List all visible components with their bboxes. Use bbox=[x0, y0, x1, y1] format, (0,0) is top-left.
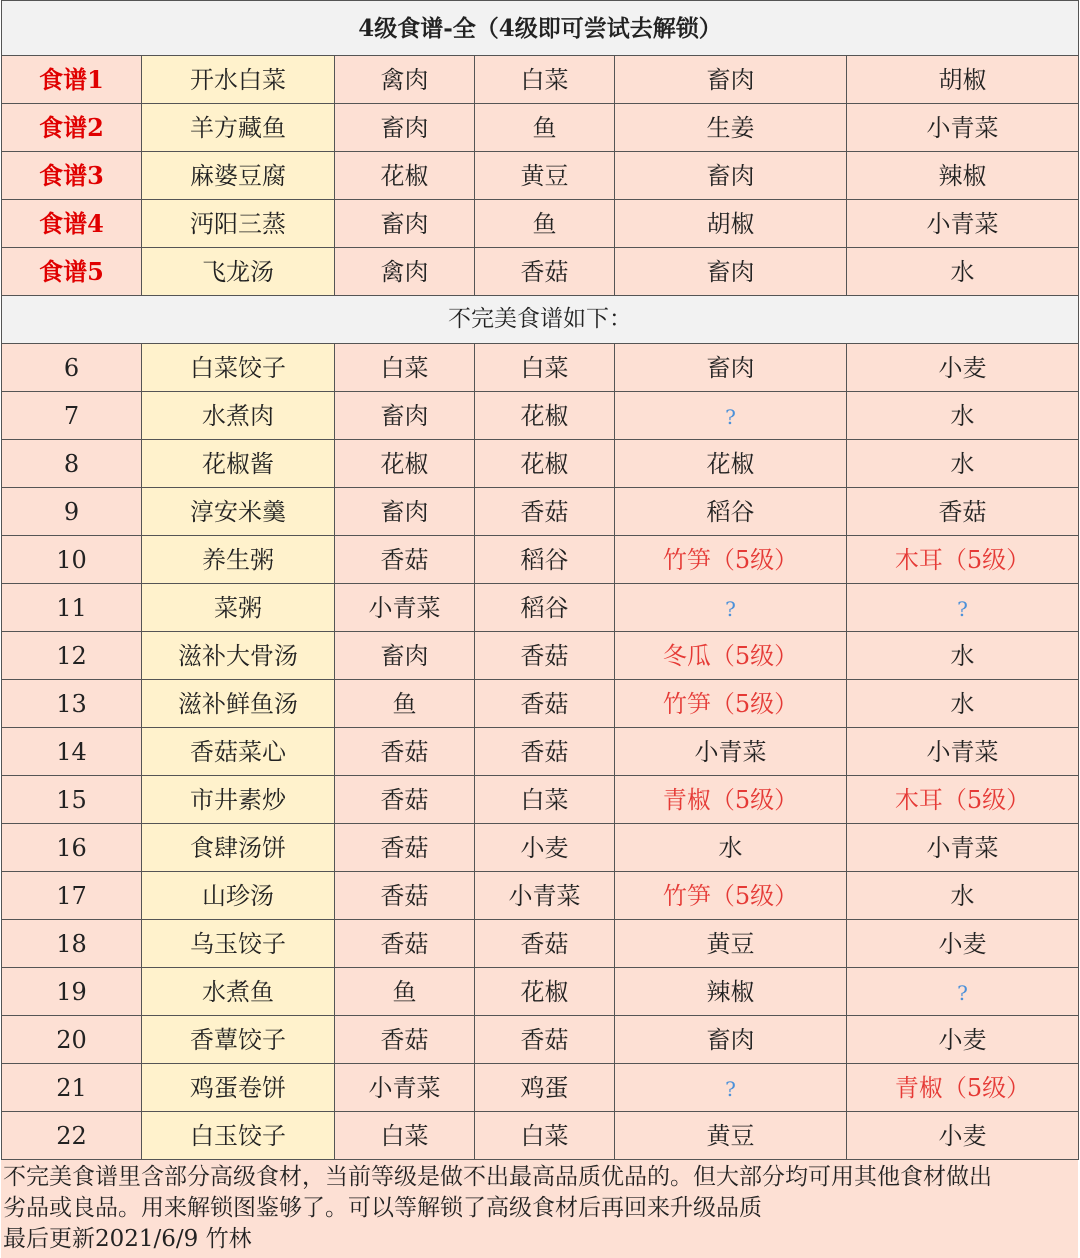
ingredient-cell bbox=[335, 776, 475, 824]
recipe-number: 6 bbox=[2, 344, 142, 392]
recipe-table-body bbox=[2, 1, 1079, 1160]
recipe-name: 飞龙汤 bbox=[142, 248, 335, 296]
ingredient-cell bbox=[335, 104, 475, 152]
ingredient: 花椒 bbox=[380, 449, 429, 478]
recipe-row bbox=[2, 536, 1079, 584]
unknown-ingredient: ? bbox=[957, 596, 968, 621]
ingredient-cell bbox=[335, 920, 475, 968]
recipe-name: 香菇菜心 bbox=[142, 728, 335, 776]
advanced-ingredient: 冬瓜（5级） bbox=[662, 641, 799, 670]
ingredient-cell bbox=[475, 56, 615, 104]
recipe-name: 食肆汤饼 bbox=[142, 824, 335, 872]
ingredient-cell bbox=[847, 776, 1079, 824]
ingredient: 香菇 bbox=[520, 929, 569, 958]
ingredient: 香菇 bbox=[520, 497, 569, 526]
ingredient-cell bbox=[615, 536, 847, 584]
ingredient: 胡椒 bbox=[706, 209, 755, 238]
ingredient: 水 bbox=[718, 833, 743, 862]
ingredient-cell bbox=[335, 440, 475, 488]
ingredient: 禽肉 bbox=[380, 65, 429, 94]
ingredient-cell bbox=[475, 200, 615, 248]
ingredient-cell bbox=[847, 1016, 1079, 1064]
ingredient-cell bbox=[847, 248, 1079, 296]
ingredient-cell bbox=[475, 488, 615, 536]
ingredient-cell bbox=[847, 584, 1079, 632]
ingredient-cell bbox=[335, 536, 475, 584]
recipe-number: 9 bbox=[2, 488, 142, 536]
ingredient-cell bbox=[335, 248, 475, 296]
ingredient: 香菇 bbox=[520, 641, 569, 670]
ingredient-cell bbox=[475, 920, 615, 968]
ingredient-cell bbox=[847, 152, 1079, 200]
recipe-row bbox=[2, 1064, 1079, 1112]
ingredient-cell bbox=[615, 1016, 847, 1064]
ingredient: 小青菜 bbox=[926, 737, 999, 766]
imperfect-header: 不完美食谱如下： bbox=[2, 296, 1079, 344]
ingredient: 黄豆 bbox=[520, 161, 569, 190]
ingredient: 白菜 bbox=[380, 1121, 429, 1150]
ingredient-cell bbox=[615, 56, 847, 104]
ingredient-cell bbox=[335, 872, 475, 920]
ingredient: 畜肉 bbox=[380, 497, 429, 526]
recipe-number: 11 bbox=[2, 584, 142, 632]
recipe-name: 香蕈饺子 bbox=[142, 1016, 335, 1064]
recipe-row bbox=[2, 632, 1079, 680]
ingredient: 白菜 bbox=[520, 1121, 569, 1150]
recipe-name: 鸡蛋卷饼 bbox=[142, 1064, 335, 1112]
recipe-row bbox=[2, 248, 1079, 296]
ingredient: 禽肉 bbox=[380, 257, 429, 286]
ingredient-cell bbox=[847, 1112, 1079, 1160]
ingredient: 水 bbox=[950, 641, 975, 670]
ingredient: 稻谷 bbox=[520, 593, 569, 622]
recipe-name: 花椒酱 bbox=[142, 440, 335, 488]
ingredient-cell bbox=[335, 824, 475, 872]
notes bbox=[3, 1162, 1077, 1255]
recipe-row bbox=[2, 584, 1079, 632]
ingredient-cell bbox=[615, 632, 847, 680]
ingredient: 黄豆 bbox=[706, 929, 755, 958]
advanced-ingredient: 竹笋（5级） bbox=[662, 545, 799, 574]
ingredient: 小青菜 bbox=[926, 833, 999, 862]
ingredient: 畜肉 bbox=[380, 401, 429, 430]
ingredient-cell bbox=[475, 584, 615, 632]
ingredient: 水 bbox=[950, 449, 975, 478]
ingredient-cell bbox=[475, 440, 615, 488]
recipe-row bbox=[2, 104, 1079, 152]
ingredient: 辣椒 bbox=[938, 161, 987, 190]
ingredient: 白菜 bbox=[520, 65, 569, 94]
ingredient: 水 bbox=[950, 689, 975, 718]
ingredient-cell bbox=[475, 248, 615, 296]
ingredient-cell bbox=[475, 968, 615, 1016]
recipe-number: 16 bbox=[2, 824, 142, 872]
recipe-name: 麻婆豆腐 bbox=[142, 152, 335, 200]
recipe-row bbox=[2, 200, 1079, 248]
recipe-row bbox=[2, 1112, 1079, 1160]
unknown-ingredient: ? bbox=[725, 596, 736, 621]
ingredient-cell bbox=[615, 776, 847, 824]
recipe-number: 14 bbox=[2, 728, 142, 776]
ingredient-cell bbox=[335, 56, 475, 104]
ingredient: 黄豆 bbox=[706, 1121, 755, 1150]
ingredient-cell bbox=[615, 392, 847, 440]
ingredient-cell bbox=[475, 104, 615, 152]
ingredient-cell bbox=[615, 920, 847, 968]
recipe-name: 淳安米羹 bbox=[142, 488, 335, 536]
ingredient: 生姜 bbox=[706, 113, 755, 142]
ingredient: 小青菜 bbox=[368, 593, 441, 622]
recipe-row bbox=[2, 1016, 1079, 1064]
ingredient: 畜肉 bbox=[380, 209, 429, 238]
ingredient-cell bbox=[847, 200, 1079, 248]
imperfect-header-row bbox=[2, 296, 1079, 344]
recipe-row bbox=[2, 680, 1079, 728]
ingredient-cell bbox=[615, 344, 847, 392]
ingredient: 香菇 bbox=[520, 1025, 569, 1054]
ingredient-cell bbox=[615, 200, 847, 248]
ingredient: 鱼 bbox=[392, 689, 417, 718]
ingredient-cell bbox=[475, 824, 615, 872]
note-line-1: 不完美食谱里含部分高级食材，当前等级是做不出最高品质优品的。但大部分均可用其他食材做出 bbox=[3, 1164, 992, 1190]
ingredient-cell bbox=[335, 344, 475, 392]
ingredient: 鱼 bbox=[532, 113, 557, 142]
recipe-number: 17 bbox=[2, 872, 142, 920]
ingredient-cell bbox=[475, 344, 615, 392]
ingredient: 小青菜 bbox=[926, 113, 999, 142]
advanced-ingredient: 木耳（5级） bbox=[894, 785, 1031, 814]
recipe-row bbox=[2, 152, 1079, 200]
ingredient: 白菜 bbox=[520, 353, 569, 382]
ingredient: 花椒 bbox=[380, 161, 429, 190]
ingredient-cell bbox=[847, 392, 1079, 440]
recipe-row bbox=[2, 920, 1079, 968]
ingredient: 香菇 bbox=[520, 737, 569, 766]
recipe-number: 21 bbox=[2, 1064, 142, 1112]
advanced-ingredient: 青椒（5级） bbox=[662, 785, 799, 814]
recipe-name: 菜粥 bbox=[142, 584, 335, 632]
ingredient: 小麦 bbox=[938, 929, 987, 958]
ingredient-cell bbox=[475, 776, 615, 824]
ingredient: 花椒 bbox=[706, 449, 755, 478]
ingredient-cell bbox=[615, 488, 847, 536]
ingredient-cell bbox=[475, 728, 615, 776]
ingredient: 香菇 bbox=[938, 497, 987, 526]
ingredient: 鸡蛋 bbox=[520, 1073, 569, 1102]
ingredient: 畜肉 bbox=[706, 161, 755, 190]
recipe-number: 18 bbox=[2, 920, 142, 968]
recipe-table bbox=[1, 0, 1079, 1160]
ingredient-cell bbox=[847, 104, 1079, 152]
ingredient: 白菜 bbox=[520, 785, 569, 814]
ingredient-cell bbox=[615, 680, 847, 728]
ingredient: 小麦 bbox=[938, 353, 987, 382]
recipe-row bbox=[2, 56, 1079, 104]
ingredient: 小青菜 bbox=[368, 1073, 441, 1102]
ingredient-cell bbox=[615, 872, 847, 920]
last-updated: 最后更新2021/6/9 竹林 bbox=[3, 1226, 252, 1252]
advanced-ingredient: 竹笋（5级） bbox=[662, 689, 799, 718]
ingredient: 鱼 bbox=[392, 977, 417, 1006]
ingredient: 畜肉 bbox=[380, 113, 429, 142]
ingredient: 香菇 bbox=[380, 1025, 429, 1054]
ingredient-cell bbox=[475, 392, 615, 440]
unknown-ingredient: ? bbox=[725, 404, 736, 429]
ingredient-cell bbox=[615, 104, 847, 152]
ingredient: 畜肉 bbox=[706, 65, 755, 94]
ingredient: 稻谷 bbox=[706, 497, 755, 526]
recipe-name: 市井素炒 bbox=[142, 776, 335, 824]
ingredient: 畜肉 bbox=[706, 353, 755, 382]
ingredient-cell bbox=[475, 152, 615, 200]
ingredient: 小青菜 bbox=[926, 209, 999, 238]
ingredient-cell bbox=[847, 1064, 1079, 1112]
ingredient-cell bbox=[847, 632, 1079, 680]
ingredient-cell bbox=[335, 680, 475, 728]
recipe-number: 7 bbox=[2, 392, 142, 440]
ingredient-cell bbox=[475, 872, 615, 920]
ingredient: 香菇 bbox=[380, 737, 429, 766]
ingredient-cell bbox=[615, 728, 847, 776]
ingredient: 水 bbox=[950, 401, 975, 430]
recipe-name: 沔阳三蒸 bbox=[142, 200, 335, 248]
ingredient-cell bbox=[615, 584, 847, 632]
title-row bbox=[2, 1, 1079, 56]
recipe-name: 水煮肉 bbox=[142, 392, 335, 440]
ingredient: 香菇 bbox=[520, 257, 569, 286]
table-title: 4级食谱-全（4级即可尝试去解锁） bbox=[2, 1, 1079, 56]
recipe-name: 白玉饺子 bbox=[142, 1112, 335, 1160]
recipe-name: 滋补鲜鱼汤 bbox=[142, 680, 335, 728]
recipe-row bbox=[2, 728, 1079, 776]
note-line-2: 劣品或良品。用来解锁图鉴够了。可以等解锁了高级食材后再回来升级品质 bbox=[3, 1195, 762, 1221]
recipe-row bbox=[2, 968, 1079, 1016]
recipe-row bbox=[2, 392, 1079, 440]
ingredient-cell bbox=[847, 728, 1079, 776]
ingredient-cell bbox=[847, 56, 1079, 104]
recipe-number: 食谱5 bbox=[2, 248, 142, 296]
ingredient-cell bbox=[847, 824, 1079, 872]
recipe-number: 8 bbox=[2, 440, 142, 488]
recipe-row bbox=[2, 824, 1079, 872]
recipe-number: 15 bbox=[2, 776, 142, 824]
ingredient-cell bbox=[475, 680, 615, 728]
ingredient-cell bbox=[335, 1064, 475, 1112]
ingredient-cell bbox=[335, 392, 475, 440]
ingredient-cell bbox=[475, 1064, 615, 1112]
recipe-row bbox=[2, 344, 1079, 392]
ingredient: 胡椒 bbox=[938, 65, 987, 94]
unknown-ingredient: ? bbox=[725, 1076, 736, 1101]
ingredient-cell bbox=[475, 1016, 615, 1064]
ingredient: 香菇 bbox=[380, 833, 429, 862]
recipe-number: 食谱2 bbox=[2, 104, 142, 152]
ingredient-cell bbox=[615, 440, 847, 488]
ingredient: 花椒 bbox=[520, 977, 569, 1006]
ingredient-cell bbox=[335, 632, 475, 680]
ingredient-cell bbox=[475, 1112, 615, 1160]
ingredient: 香菇 bbox=[380, 929, 429, 958]
ingredient: 水 bbox=[950, 881, 975, 910]
recipe-name: 羊方藏鱼 bbox=[142, 104, 335, 152]
ingredient-cell bbox=[475, 632, 615, 680]
ingredient-cell bbox=[615, 968, 847, 1016]
recipe-name: 滋补大骨汤 bbox=[142, 632, 335, 680]
ingredient: 水 bbox=[950, 257, 975, 286]
ingredient-cell bbox=[335, 968, 475, 1016]
recipe-name: 白菜饺子 bbox=[142, 344, 335, 392]
ingredient-cell bbox=[335, 200, 475, 248]
recipe-row bbox=[2, 440, 1079, 488]
ingredient: 辣椒 bbox=[706, 977, 755, 1006]
recipe-name: 乌玉饺子 bbox=[142, 920, 335, 968]
recipe-number: 食谱3 bbox=[2, 152, 142, 200]
recipe-number: 食谱1 bbox=[2, 56, 142, 104]
recipe-name: 山珍汤 bbox=[142, 872, 335, 920]
recipe-row bbox=[2, 872, 1079, 920]
ingredient-cell bbox=[615, 1112, 847, 1160]
recipe-number: 10 bbox=[2, 536, 142, 584]
ingredient-cell bbox=[847, 440, 1079, 488]
ingredient-cell bbox=[615, 824, 847, 872]
ingredient: 小麦 bbox=[938, 1025, 987, 1054]
ingredient: 小青菜 bbox=[508, 881, 581, 910]
ingredient: 畜肉 bbox=[706, 1025, 755, 1054]
ingredient: 小麦 bbox=[520, 833, 569, 862]
ingredient-cell bbox=[335, 1112, 475, 1160]
ingredient-cell bbox=[847, 968, 1079, 1016]
ingredient-cell bbox=[335, 728, 475, 776]
advanced-ingredient: 青椒（5级） bbox=[894, 1073, 1031, 1102]
ingredient-cell bbox=[847, 680, 1079, 728]
ingredient-cell bbox=[847, 920, 1079, 968]
ingredient-cell bbox=[335, 152, 475, 200]
ingredient: 小麦 bbox=[938, 1121, 987, 1150]
ingredient-cell bbox=[615, 152, 847, 200]
ingredient: 小青菜 bbox=[694, 737, 767, 766]
ingredient: 香菇 bbox=[380, 785, 429, 814]
recipe-number: 13 bbox=[2, 680, 142, 728]
ingredient-cell bbox=[615, 1064, 847, 1112]
ingredient-cell bbox=[847, 488, 1079, 536]
ingredient: 香菇 bbox=[380, 545, 429, 574]
recipe-sheet bbox=[1, 0, 1078, 1258]
ingredient-cell bbox=[475, 536, 615, 584]
recipe-number: 22 bbox=[2, 1112, 142, 1160]
ingredient-cell bbox=[847, 344, 1079, 392]
advanced-ingredient: 竹笋（5级） bbox=[662, 881, 799, 910]
recipe-number: 19 bbox=[2, 968, 142, 1016]
ingredient: 稻谷 bbox=[520, 545, 569, 574]
unknown-ingredient: ? bbox=[957, 980, 968, 1005]
recipe-number: 食谱4 bbox=[2, 200, 142, 248]
ingredient: 香菇 bbox=[520, 689, 569, 718]
ingredient: 花椒 bbox=[520, 449, 569, 478]
ingredient: 畜肉 bbox=[380, 641, 429, 670]
ingredient-cell bbox=[847, 872, 1079, 920]
recipe-number: 20 bbox=[2, 1016, 142, 1064]
ingredient: 鱼 bbox=[532, 209, 557, 238]
ingredient-cell bbox=[335, 1016, 475, 1064]
ingredient-cell bbox=[615, 248, 847, 296]
recipe-number: 12 bbox=[2, 632, 142, 680]
advanced-ingredient: 木耳（5级） bbox=[894, 545, 1031, 574]
ingredient-cell bbox=[335, 488, 475, 536]
ingredient: 白菜 bbox=[380, 353, 429, 382]
recipe-row bbox=[2, 488, 1079, 536]
ingredient: 花椒 bbox=[520, 401, 569, 430]
ingredient-cell bbox=[335, 584, 475, 632]
recipe-name: 水煮鱼 bbox=[142, 968, 335, 1016]
recipe-row bbox=[2, 776, 1079, 824]
ingredient: 畜肉 bbox=[706, 257, 755, 286]
recipe-name: 养生粥 bbox=[142, 536, 335, 584]
ingredient: 香菇 bbox=[380, 881, 429, 910]
recipe-name: 开水白菜 bbox=[142, 56, 335, 104]
ingredient-cell bbox=[847, 536, 1079, 584]
